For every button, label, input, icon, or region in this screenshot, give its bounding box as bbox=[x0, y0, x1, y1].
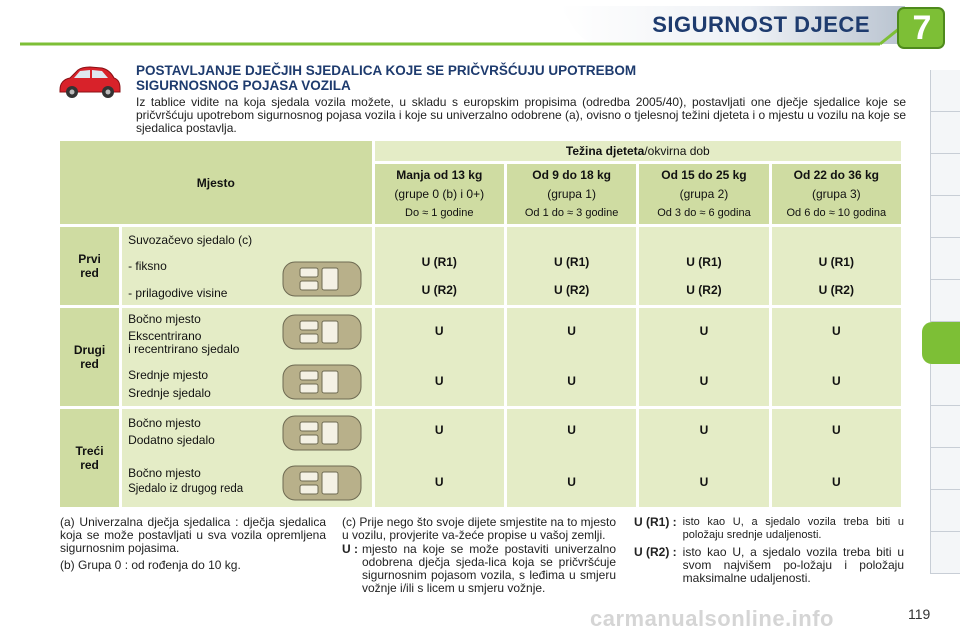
column-title: Od 9 do 18 kg bbox=[532, 167, 611, 182]
desc-line: Dodatno sjedalo bbox=[128, 433, 215, 447]
side-tab-5[interactable] bbox=[930, 238, 960, 280]
value-b: U (R2) bbox=[818, 283, 854, 297]
column-age: Od 1 do ≈ 3 godine bbox=[524, 206, 619, 219]
side-tab-1[interactable] bbox=[930, 70, 960, 112]
column-group: (grupe 0 (b) i 0+) bbox=[394, 186, 485, 201]
intro-paragraph: Iz tablice vidite na koja sjedala vozila možete, u skladu s europskim propisima (odredba 2005/40), postavljati one dječje sjedalice koje se pričvršćuju upotrebom sigurnosnog pojasa vozila i koje su univerzalno odobrene (a), ovisno o tjelesnoj težini djeteta i o mjestu u vozilu na koje se sjedalica postavlja. bbox=[136, 95, 906, 135]
side-tab-3[interactable] bbox=[930, 154, 960, 196]
note-u-label: U : bbox=[342, 542, 358, 556]
side-tab-6[interactable] bbox=[930, 280, 960, 322]
desc-line: Bočno mjesto bbox=[128, 312, 201, 326]
value-a: U bbox=[567, 423, 576, 437]
value-a: U bbox=[434, 324, 444, 338]
value-a: U bbox=[699, 324, 709, 338]
desc-line: i recentrirano sjedalo bbox=[128, 342, 240, 356]
page-header bbox=[0, 0, 960, 52]
notes-right bbox=[634, 516, 904, 585]
column-title: Od 15 do 25 kg bbox=[661, 167, 747, 182]
value-cell bbox=[375, 227, 504, 305]
value-cell bbox=[507, 227, 636, 305]
row-label-drugi bbox=[60, 308, 119, 406]
value-b: U (R2) bbox=[421, 283, 457, 297]
row-label-prvi bbox=[60, 227, 119, 305]
value-cell bbox=[639, 308, 768, 406]
value-b: U (R2) bbox=[553, 283, 590, 297]
side-tab-11[interactable] bbox=[930, 490, 960, 532]
value-cell bbox=[772, 308, 901, 406]
seat-position-icon bbox=[282, 261, 362, 297]
row-label-line: red bbox=[80, 458, 99, 472]
weight-header bbox=[375, 141, 901, 161]
section-title-line1: POSTAVLJANJE DJEČJIH SJEDALICA KOJE SE PRIČVRŠĆUJU UPOTREBOM bbox=[136, 63, 637, 78]
note-b: (b) Grupa 0 : od rođenja do 10 kg. bbox=[60, 558, 241, 572]
car-side-icon bbox=[54, 62, 124, 102]
note-a: (a) Univerzalna dječja sjedalica : dječja sjedalica koja se može postavljati u sva vozila opremljena sigurnosnim pojasima. bbox=[60, 515, 326, 555]
page-number: 119 bbox=[908, 606, 931, 622]
desc-line: Sjedalo iz drugog reda bbox=[128, 483, 244, 495]
value-b: U bbox=[434, 374, 444, 388]
value-a: U (R1) bbox=[553, 255, 590, 269]
row-description bbox=[122, 227, 372, 305]
desc-line: Suvozačevo sjedalo (c) bbox=[128, 233, 253, 247]
value-b: U bbox=[434, 475, 444, 489]
chapter-title: SIGURNOST DJECE bbox=[652, 12, 870, 37]
note-c: (c) Prije nego što svoje dijete smjestite na to mjesto u vozilu, provjerite va-žeće propise u vašoj zemlji. bbox=[342, 515, 616, 542]
row-label-line: Prvi bbox=[78, 252, 101, 266]
desc-line: Bočno mjesto bbox=[128, 466, 201, 480]
column-header bbox=[375, 164, 504, 224]
note-r1-text: isto kao U, a sjedalo vozila treba biti u položaju srednje udaljenosti. bbox=[682, 516, 904, 541]
value-b: U bbox=[831, 475, 841, 489]
row-label-line: red bbox=[80, 357, 99, 371]
row-label-line: Treći bbox=[75, 444, 104, 458]
side-tab-9[interactable] bbox=[930, 406, 960, 448]
side-tab-4[interactable] bbox=[930, 196, 960, 238]
side-tab-8[interactable] bbox=[930, 364, 960, 406]
value-b: U (R2) bbox=[686, 283, 722, 297]
value-cell bbox=[507, 409, 636, 507]
row-label-treci bbox=[60, 409, 119, 507]
column-group: (grupa 3) bbox=[811, 186, 861, 201]
column-header bbox=[507, 164, 636, 224]
side-tab-10[interactable] bbox=[930, 448, 960, 490]
value-a: U bbox=[831, 324, 841, 338]
value-a: U bbox=[831, 423, 841, 437]
row-description bbox=[122, 409, 372, 507]
column-title: Manja od 13 kg bbox=[396, 167, 483, 182]
value-cell bbox=[507, 308, 636, 406]
value-cell bbox=[375, 308, 504, 406]
row-description bbox=[122, 308, 372, 406]
column-header bbox=[772, 164, 901, 224]
value-a: U bbox=[699, 423, 709, 437]
column-header bbox=[639, 164, 768, 224]
seat-position-icon bbox=[282, 415, 362, 451]
row-label-line: Drugi bbox=[73, 343, 106, 357]
seat-position-icon bbox=[282, 364, 362, 400]
seat-position-icon bbox=[282, 314, 362, 350]
note-u bbox=[342, 543, 616, 595]
value-cell bbox=[639, 227, 768, 305]
side-tab-12[interactable] bbox=[930, 532, 960, 574]
desc-line: Ekscentrirano bbox=[128, 329, 202, 343]
value-cell bbox=[772, 227, 901, 305]
column-age: Od 6 do ≈ 10 godina bbox=[786, 206, 887, 219]
column-age: Od 3 do ≈ 6 godina bbox=[657, 206, 751, 219]
desc-line: Bočno mjesto bbox=[128, 416, 201, 430]
note-r2-text: isto kao U, a sjedalo vozila treba biti u svom najvišem po-ložaju i položaju maksimalne udaljenosti. bbox=[682, 545, 904, 585]
weight-header-bold: Težina djeteta bbox=[565, 144, 645, 158]
note-r2 bbox=[634, 546, 904, 585]
value-a: U (R1) bbox=[421, 255, 457, 269]
desc-line: - fiksno bbox=[128, 259, 167, 273]
seat-position-icon bbox=[282, 465, 362, 501]
side-tab-2[interactable] bbox=[930, 112, 960, 154]
section-title bbox=[136, 63, 856, 93]
row-label-line: red bbox=[80, 266, 99, 280]
value-b: U bbox=[567, 374, 576, 388]
column-group: (grupa 1) bbox=[547, 186, 596, 201]
child-seat-table bbox=[57, 138, 904, 510]
column-group: (grupa 2) bbox=[679, 186, 729, 201]
note-r2-label: U (R2) : bbox=[634, 545, 677, 559]
value-a: U bbox=[567, 324, 576, 338]
note-r1 bbox=[634, 516, 904, 542]
value-a: U (R1) bbox=[818, 255, 854, 269]
value-cell bbox=[772, 409, 901, 507]
notes-middle bbox=[342, 516, 616, 595]
side-tab-active[interactable] bbox=[922, 322, 960, 364]
value-cell bbox=[639, 409, 768, 507]
column-age: Do ≈ 1 godine bbox=[405, 206, 474, 219]
desc-line: - prilagodive visine bbox=[128, 286, 228, 300]
weight-header-rest: /okvirna dob bbox=[644, 144, 710, 158]
watermark: carmanualsonline.info bbox=[590, 606, 834, 631]
value-b: U bbox=[699, 475, 709, 489]
value-a: U bbox=[434, 423, 444, 437]
mjesto-header: Mjesto bbox=[60, 141, 372, 224]
note-r1-label: U (R1) : bbox=[634, 515, 677, 529]
desc-line: Srednje sjedalo bbox=[128, 386, 211, 400]
value-cell bbox=[375, 409, 504, 507]
value-b: U bbox=[831, 374, 841, 388]
notes-left bbox=[60, 516, 326, 572]
value-a: U (R1) bbox=[686, 255, 722, 269]
section-title-line2: SIGURNOSNOG POJASA VOZILA bbox=[136, 78, 351, 93]
note-u-text: mjesto na koje se može postaviti univerzalno odobrena dječja sjeda-lica koja se pričvršćuje sigurnosnim pojasom vozila, s leđima u smjeru vožnje i/ili s licem u smjeru vožnje. bbox=[362, 542, 616, 595]
chapter-number: 7 bbox=[912, 9, 932, 47]
value-b: U bbox=[699, 374, 709, 388]
column-title: Od 22 do 36 kg bbox=[793, 167, 879, 182]
desc-line: Srednje mjesto bbox=[128, 368, 209, 382]
value-b: U bbox=[567, 475, 576, 489]
